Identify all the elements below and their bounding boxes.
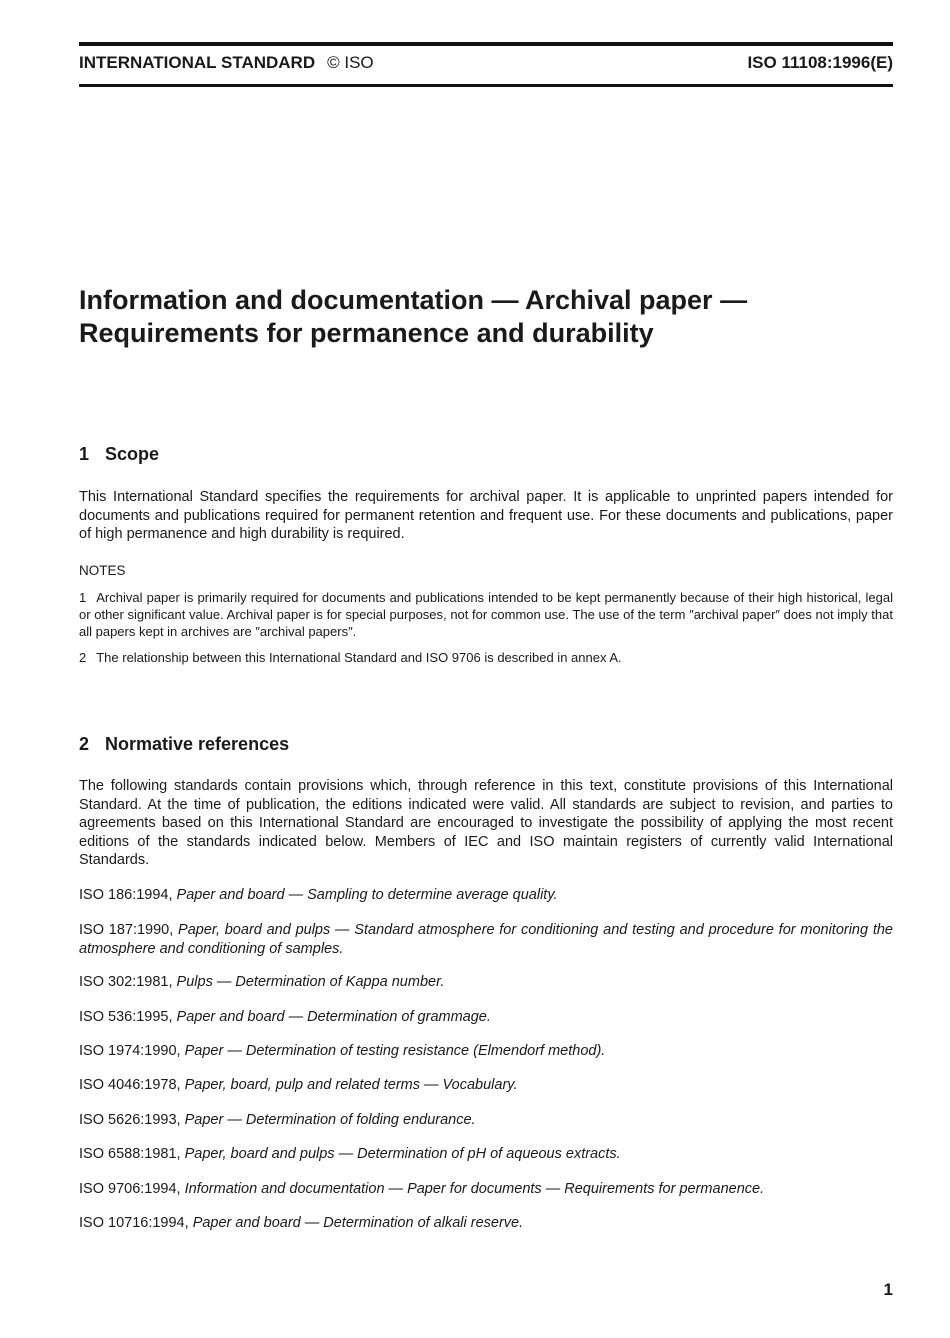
section-1-heading — [79, 444, 159, 465]
reference-iso-536 — [79, 1008, 893, 1027]
section-1-body: This International Standard specifies the requirements for archival paper. It is applicable to unprinted papers intended for documents and publications required for permanent retention and frequent use. For these documents and publications, paper of high permanence and high durability is required. — [79, 489, 893, 542]
document-title — [79, 284, 893, 350]
reference-iso-302 — [79, 973, 893, 992]
section-2-number: 2 — [79, 734, 90, 754]
reference-iso-1974 — [79, 1042, 893, 1061]
note-1-number: 1 — [79, 590, 87, 605]
notes-label: NOTES — [79, 563, 126, 578]
reference-iso-5626 — [79, 1111, 893, 1130]
reference-code: ISO 186:1994, — [79, 887, 173, 903]
header-left — [79, 53, 374, 73]
header-rule-bottom — [79, 84, 893, 87]
section-2-title: Normative references — [105, 734, 290, 754]
reference-iso-6588 — [79, 1145, 893, 1164]
reference-title: Paper and board — Determination of alkali reserve. — [192, 1215, 524, 1231]
reference-title: Paper, board and pulps — Determination of pH of aqueous extracts. — [184, 1146, 621, 1162]
note-2-number: 2 — [79, 650, 87, 665]
page-number: 1 — [883, 1280, 893, 1299]
reference-title: Information and documentation — Paper for documents — Requirements for permanence. — [184, 1181, 765, 1197]
header-standard-number: ISO 11108:1996(E) — [747, 53, 893, 72]
section-1-number: 1 — [79, 444, 90, 464]
reference-code: ISO 302:1981, — [79, 974, 173, 990]
reference-code: ISO 5626:1993, — [79, 1112, 181, 1128]
title-line-2: Requirements for permanence and durability — [79, 318, 654, 348]
note-1-text: Archival paper is primarily required for documents and publications intended to be kept permanently because of their high historical, legal or other significant value. Archival paper is for special purposes, not for common use. The use of the term ″archival paper″ does not imply that all papers kept in archives are ″archival papers″. — [79, 590, 893, 639]
reference-title: Paper — Determination of folding endurance. — [184, 1112, 476, 1128]
reference-code: ISO 536:1995, — [79, 1009, 173, 1025]
running-header — [79, 53, 893, 79]
reference-title: Paper and board — Determination of grammage. — [176, 1009, 491, 1025]
reference-code: ISO 6588:1981, — [79, 1146, 181, 1162]
header-rule-top — [79, 42, 893, 46]
reference-code: ISO 1974:1990, — [79, 1043, 181, 1059]
reference-title: Paper, board and pulps — Standard atmosphere for conditioning and testing and procedure for monitoring the atmosphere and conditioning of samples. — [79, 922, 893, 957]
reference-title: Pulps — Determination of Kappa number. — [176, 974, 445, 990]
section-2-body: The following standards contain provisions which, through reference in this text, constitute provisions of this International Standard. At the time of publication, the editions indicated were valid. All standards are subject to revision, and parties to agreements based on this International Standard are encouraged to investigate the possibility of applying the most recent editions of the standards indicated below. Members of IEC and ISO maintain registers of currently valid International Standards. — [79, 778, 893, 868]
header-copyright: © ISO — [327, 53, 374, 72]
note-2-text: The relationship between this International Standard and ISO 9706 is described in annex A. — [96, 650, 622, 665]
reference-title: Paper and board — Sampling to determine average quality. — [176, 887, 558, 903]
header-doc-type: INTERNATIONAL STANDARD — [79, 53, 316, 72]
reference-code: ISO 187:1990, — [79, 922, 174, 938]
reference-iso-186 — [79, 886, 893, 905]
section-2-heading — [79, 734, 289, 755]
reference-title: Paper — Determination of testing resistance (Elmendorf method). — [184, 1043, 606, 1059]
reference-iso-9706 — [79, 1180, 893, 1199]
reference-iso-187 — [79, 921, 893, 958]
note-2 — [79, 650, 893, 667]
reference-title: Paper, board, pulp and related terms — Vocabulary. — [184, 1077, 518, 1093]
note-1 — [79, 590, 893, 640]
reference-iso-4046 — [79, 1076, 893, 1095]
reference-code: ISO 4046:1978, — [79, 1077, 181, 1093]
section-1-title: Scope — [105, 444, 160, 464]
reference-iso-10716 — [79, 1214, 893, 1233]
reference-code: ISO 9706:1994, — [79, 1181, 181, 1197]
reference-code: ISO 10716:1994, — [79, 1215, 189, 1231]
title-line-1: Information and documentation — Archival paper — — [79, 285, 748, 315]
